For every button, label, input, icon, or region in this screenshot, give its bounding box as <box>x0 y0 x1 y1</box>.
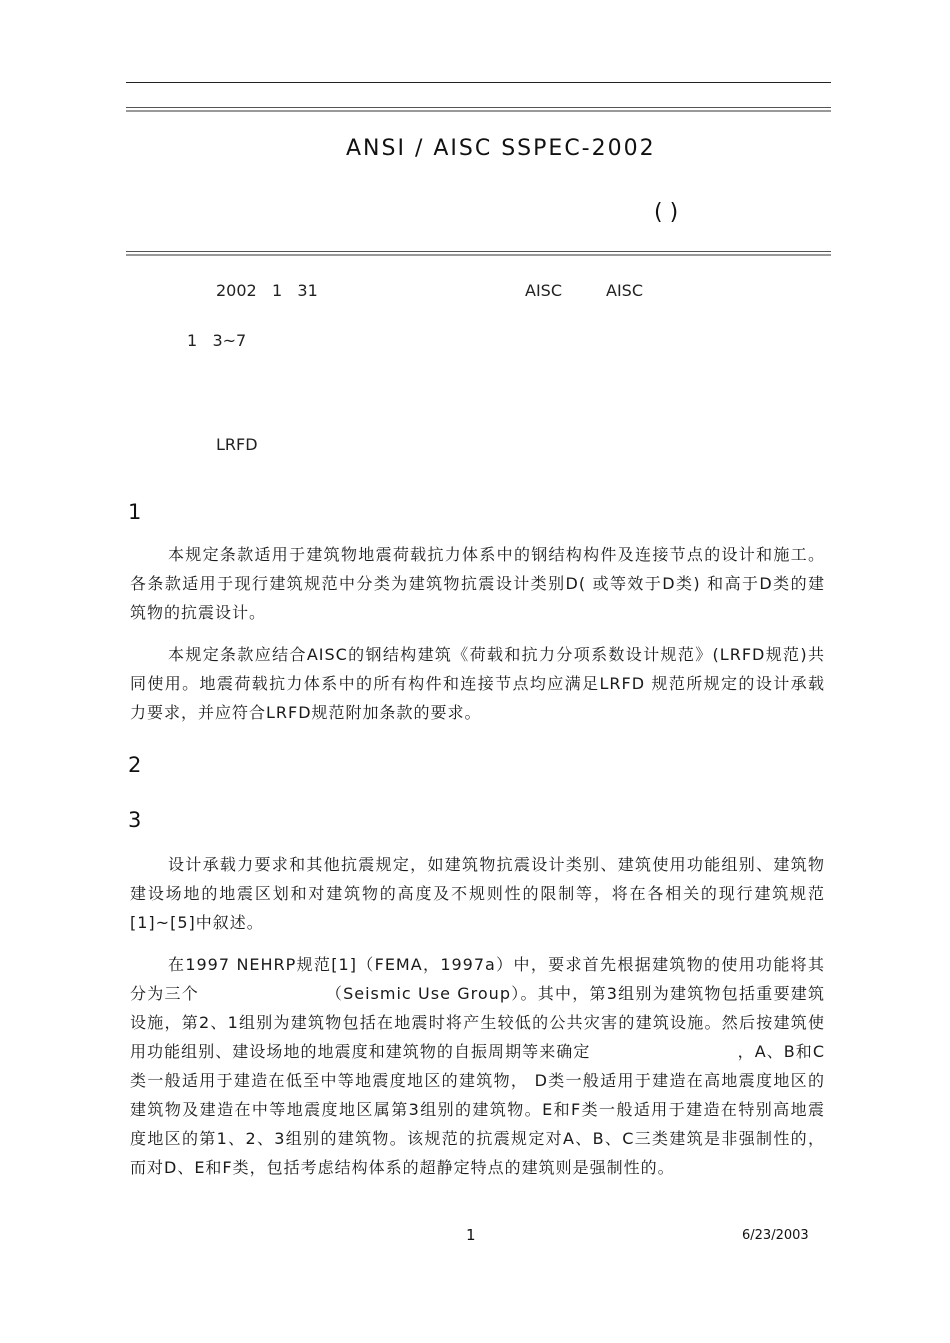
meta-line-3: LRFD <box>216 435 258 454</box>
header-bottom-rule-top <box>126 251 831 252</box>
section-heading-2: 2 <box>128 753 142 777</box>
meta-org-1: AISC <box>525 281 562 300</box>
header-double-rule-bottom <box>126 110 831 112</box>
document-subtitle: ( ) <box>654 200 679 225</box>
section-3-paragraph-2: 在1997 NEHRP规范[1]（FEMA，1997a）中，要求首先根据建筑物的使用功能将其分为三个 （Seismic Use Group）。其中，第3组别为建筑物包括重要建筑设施，第2、1组别为建筑物包括在地震时将产生较低的公共灾害的建筑设施。然后按建筑使用功能组别、建设场地的地震度和建筑物的自振周期等来确定 ，A、B和C类一般适用于建造在低至中等地震度地区的建筑物， D类一般适用于建造在高地震度地区的建筑物及建造在中等地震度地区属第3组别的建筑物。E和F类一般适用于建造在特别高地震度地区的第1、2、3组别的建筑物。该规范的抗震规定对A、B、C三类建筑是非强制性的，而对D、E和F类，包括考虑结构体系的超静定特点的建筑则是强制性的。 <box>130 955 825 1177</box>
section-heading-1: 1 <box>128 500 142 524</box>
document-title: ANSI / AISC SSPEC-2002 <box>346 136 656 161</box>
meta-date: 2002 1 31 <box>216 281 318 300</box>
section-1-paragraph-2: 本规定条款应结合AISC的钢结构建筑《荷载和抗力分项系数设计规范》(LRFD规范)共同使用。地震荷载抗力体系中的所有构件和连接节点均应满足LRFD 规范所规定的设计承载力要求，并应符合LRFD规范附加条款的要求。 <box>130 645 825 722</box>
meta-org-2: AISC <box>606 281 643 300</box>
section-1-paragraph-1: 本规定条款适用于建筑物地震荷载抗力体系中的钢结构构件及连接节点的设计和施工。各条款适用于现行建筑规范中分类为建筑物抗震设计类别D( 或等效于D类) 和高于D类的建筑物的抗震设计。 <box>130 545 825 622</box>
meta-line-2: 1 3~7 <box>187 331 247 350</box>
header-double-rule-top <box>126 107 831 108</box>
footer-date: 6/23/2003 <box>742 1228 809 1243</box>
section-heading-3: 3 <box>128 808 142 832</box>
top-rule <box>126 82 831 83</box>
header-bottom-rule-bottom <box>126 254 831 256</box>
page-number: 1 <box>466 1226 476 1244</box>
section-3-body <box>130 850 825 1182</box>
section-3-paragraph-1: 设计承载力要求和其他抗震规定，如建筑物抗震设计类别、建筑使用功能组别、建筑物建设场地的地震区划和对建筑物的高度及不规则性的限制等，将在各相关的现行建筑规范[1]~[5]中叙述。 <box>130 855 825 932</box>
section-1-body <box>130 540 825 727</box>
